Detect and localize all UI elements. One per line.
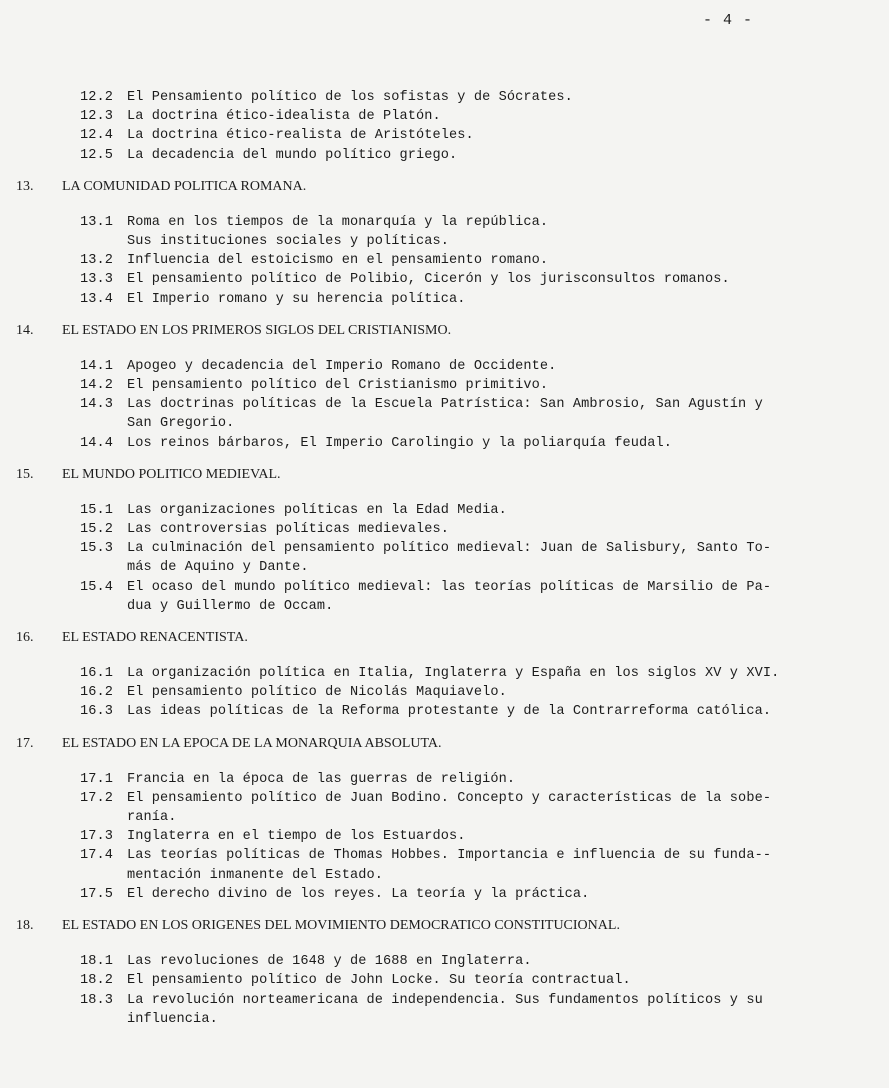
item-number: 14.4	[80, 435, 114, 451]
item-text: Sus instituciones sociales y políticas.	[127, 234, 450, 250]
item-text: El ocaso del mundo político medieval: las teorías políticas de Marsilio de Pa-	[127, 579, 772, 595]
item-number: 17.3	[80, 829, 114, 845]
outline-item	[0, 702, 867, 721]
outline-item	[0, 376, 867, 395]
outline-item	[0, 885, 867, 904]
item-number: 18.2	[80, 973, 114, 989]
section-title: LA COMUNIDAD POLITICA ROMANA.	[62, 178, 307, 194]
item-number: 18.3	[80, 992, 114, 1008]
outline-item	[0, 683, 867, 702]
item-number: 16.3	[80, 704, 114, 720]
section-heading	[0, 916, 889, 936]
item-text: Las ideas políticas de la Reforma protestante y de la Contrarreforma católica.	[127, 704, 772, 720]
item-text: Los reinos bárbaros, El Imperio Carolingio y la poliarquía feudal.	[127, 435, 672, 451]
section-number: 15.	[16, 466, 34, 482]
item-number: 16.1	[80, 666, 114, 682]
section	[0, 321, 889, 453]
continued-items	[0, 88, 889, 165]
section-title: EL ESTADO EN LA EPOCA DE LA MONARQUIA ABSOLUTA.	[62, 735, 442, 751]
section-title: EL MUNDO POLITICO MEDIEVAL.	[62, 466, 281, 482]
outline-item	[0, 270, 867, 289]
item-number: 12.2	[80, 90, 114, 105]
item-text: El Imperio romano y su herencia política.	[127, 291, 466, 307]
item-number: 15.1	[80, 502, 114, 518]
item-text: Las revoluciones de 1648 y de 1688 en Inglaterra.	[127, 954, 532, 970]
item-text: más de Aquino y Dante.	[127, 560, 309, 576]
section-items	[0, 501, 889, 616]
outline-item	[0, 789, 867, 827]
section-items	[0, 770, 889, 904]
item-text: La decadencia del mundo político griego.	[127, 147, 458, 163]
item-text: La doctrina ético-realista de Aristóteles.	[127, 128, 474, 144]
item-text: El pensamiento político de Nicolás Maquiavelo.	[127, 685, 507, 701]
section	[0, 177, 889, 309]
section-number: 13.	[16, 178, 34, 194]
item-text: La organización política en Italia, Inglaterra y España en los siglos XV y XVI.	[127, 666, 780, 682]
item-number: 16.2	[80, 685, 114, 701]
item-number: 15.2	[80, 522, 114, 538]
outline-item	[0, 434, 867, 453]
outline-item	[0, 146, 867, 165]
item-text: Las organizaciones políticas en la Edad Media.	[127, 502, 507, 518]
section-items	[0, 664, 889, 722]
item-text: Influencia del estoicismo en el pensamiento romano.	[127, 253, 549, 269]
outline-item	[0, 501, 867, 520]
outline-item	[0, 770, 867, 789]
section	[0, 916, 889, 1029]
item-text: Roma en los tiempos de la monarquía y la república.	[127, 214, 549, 230]
item-number: 17.4	[80, 848, 114, 864]
section-items	[0, 952, 889, 1029]
section	[0, 465, 889, 616]
item-text: El Pensamiento político de los sofistas y de Sócrates.	[127, 90, 573, 105]
outline-item	[0, 88, 867, 107]
section-number: 17.	[16, 735, 34, 751]
item-text: El pensamiento político de Polibio, Cicerón y los jurisconsultos romanos.	[127, 272, 730, 288]
item-text: La revolución norteamericana de independencia. Sus fundamentos políticos y su	[127, 992, 763, 1008]
item-text: El pensamiento político del Cristianismo primitivo.	[127, 378, 549, 394]
item-number: 17.1	[80, 771, 114, 787]
outline-item	[0, 578, 867, 616]
item-text: mentación inmanente del Estado.	[127, 867, 383, 883]
item-text: influencia.	[127, 1011, 218, 1027]
section-number: 14.	[16, 322, 34, 338]
section-heading	[0, 734, 889, 754]
item-text: La doctrina ético-idealista de Platón.	[127, 109, 441, 125]
section	[0, 734, 889, 904]
outline-content	[0, 88, 889, 1041]
section-items	[0, 213, 889, 309]
item-number: 18.1	[80, 954, 114, 970]
item-text: El pensamiento político de John Locke. Su teoría contractual.	[127, 973, 631, 989]
page-number: - 4 -	[703, 12, 754, 29]
item-number: 12.3	[80, 109, 114, 125]
item-number: 12.4	[80, 128, 114, 144]
item-text: Inglaterra en el tiempo de los Estuardos.	[127, 829, 466, 845]
item-text: ranía.	[127, 810, 177, 826]
section-title: EL ESTADO EN LOS PRIMEROS SIGLOS DEL CRISTIANISMO.	[62, 322, 452, 338]
outline-item	[0, 395, 867, 433]
outline-item	[0, 991, 867, 1029]
outline-item	[0, 357, 867, 376]
section-title: EL ESTADO RENACENTISTA.	[62, 630, 248, 646]
item-number: 14.3	[80, 397, 114, 413]
item-text: dua y Guillermo de Occam.	[127, 598, 334, 614]
item-number: 13.2	[80, 253, 114, 269]
item-number: 17.5	[80, 886, 114, 902]
section	[0, 628, 889, 722]
item-number: 14.1	[80, 358, 114, 374]
item-text: Las doctrinas políticas de la Escuela Patrística: San Ambrosio, San Agustín y	[127, 397, 763, 413]
outline-item	[0, 251, 867, 270]
item-text: Las controversias políticas medievales.	[127, 522, 450, 538]
outline-item	[0, 213, 867, 251]
section-heading	[0, 628, 889, 648]
outline-item	[0, 107, 867, 126]
outline-item	[0, 539, 867, 577]
item-text: San Gregorio.	[127, 416, 235, 432]
outline-item	[0, 664, 867, 683]
section-number: 18.	[16, 918, 34, 934]
item-text: El pensamiento político de Juan Bodino. Concepto y características de la sobe-	[127, 790, 772, 806]
item-text: Las teorías políticas de Thomas Hobbes. Importancia e influencia de su funda--	[127, 848, 772, 864]
item-number: 17.2	[80, 790, 114, 806]
outline-item	[0, 520, 867, 539]
section-heading	[0, 177, 889, 197]
section-title: EL ESTADO EN LOS ORIGENES DEL MOVIMIENTO DEMOCRATICO CONSTITUCIONAL.	[62, 918, 620, 934]
outline-item	[0, 827, 867, 846]
item-number: 12.5	[80, 147, 114, 163]
outline-item	[0, 952, 867, 971]
item-number: 14.2	[80, 378, 114, 394]
item-text: El derecho divino de los reyes. La teoría y la práctica.	[127, 886, 590, 902]
outline-item	[0, 290, 867, 309]
section-number: 16.	[16, 630, 34, 646]
outline-item	[0, 126, 867, 145]
section-list	[0, 177, 889, 1029]
outline-item	[0, 846, 867, 884]
section-heading	[0, 465, 889, 485]
section-heading	[0, 321, 889, 341]
item-number: 13.1	[80, 214, 114, 230]
outline-item	[0, 971, 867, 990]
item-number: 15.4	[80, 579, 114, 595]
item-text: Francia en la época de las guerras de religión.	[127, 771, 516, 787]
section-items	[0, 357, 889, 453]
item-text: Apogeo y decadencia del Imperio Romano de Occidente.	[127, 358, 557, 374]
item-text: La culminación del pensamiento político medieval: Juan de Salisbury, Santo To-	[127, 541, 772, 557]
item-number: 13.3	[80, 272, 114, 288]
item-number: 13.4	[80, 291, 114, 307]
item-number: 15.3	[80, 541, 114, 557]
